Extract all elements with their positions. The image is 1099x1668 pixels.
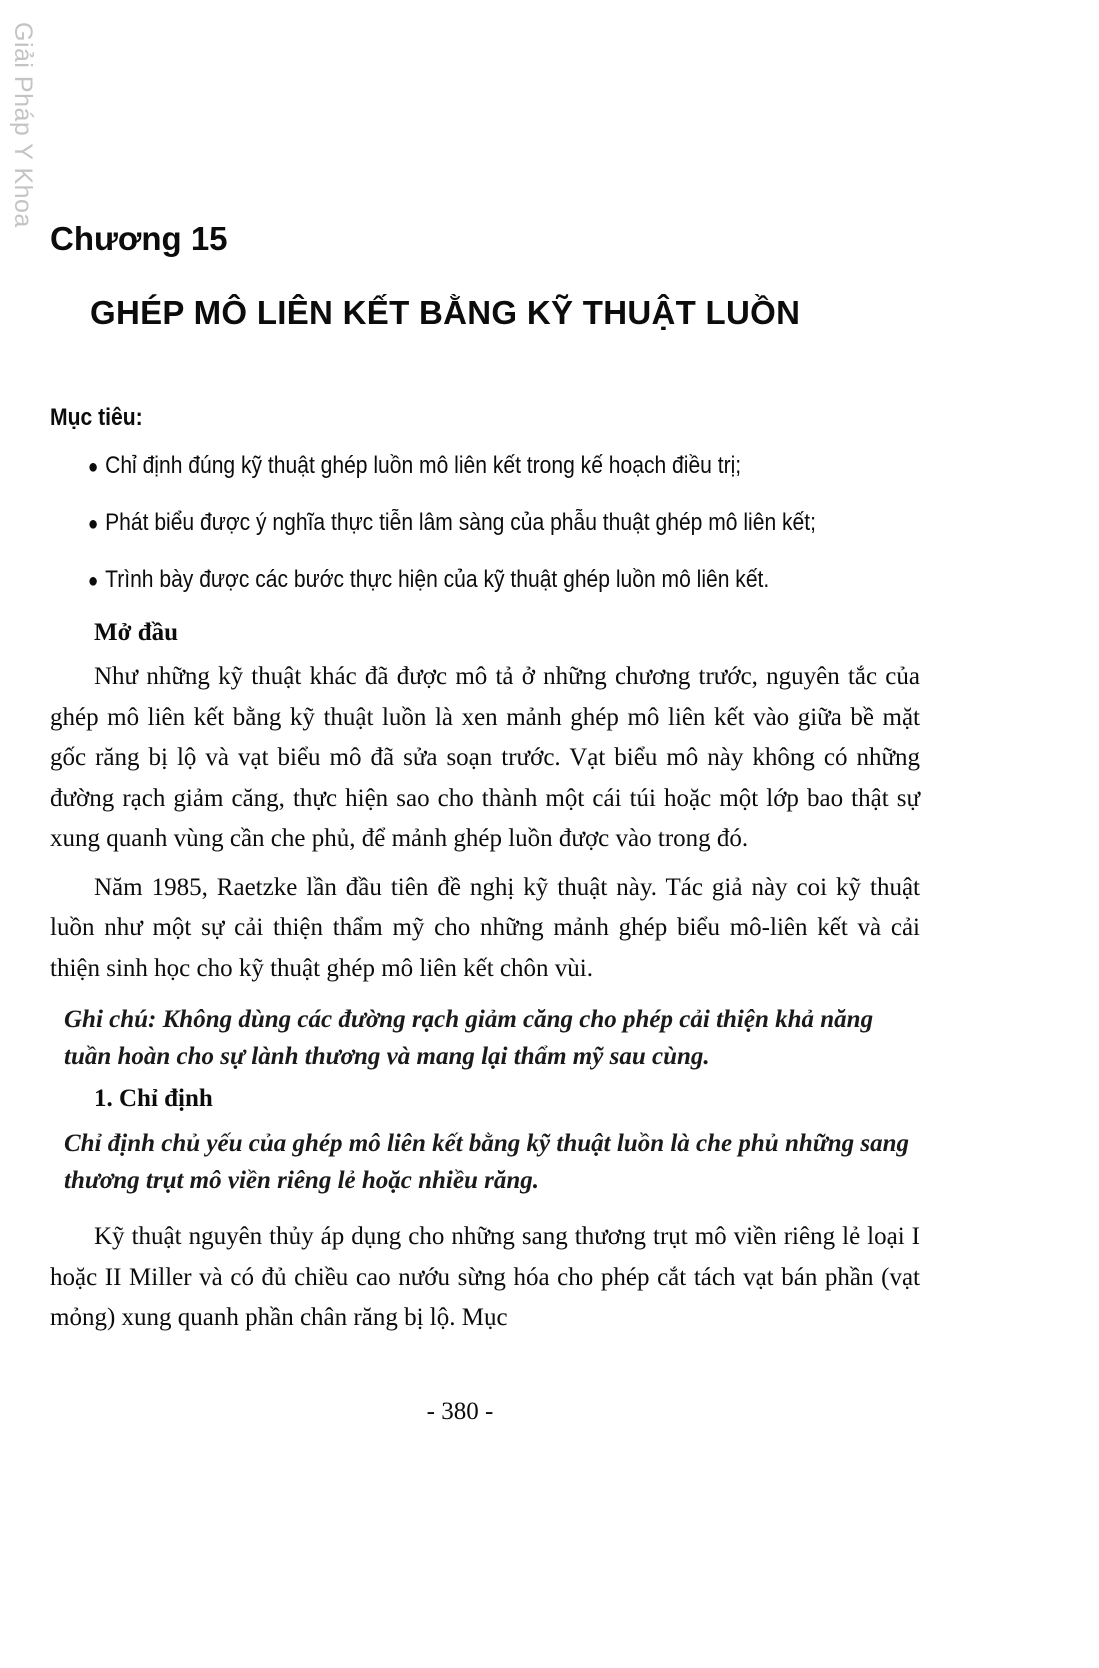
chapter-label: Chương 15 — [50, 220, 228, 257]
objective-item: ● Trình bày được các bước thực hiện của kỹ thuật ghép luồn mô liên kết. — [87, 566, 770, 593]
intro-heading: Mở đầu — [94, 619, 178, 646]
section-paragraph: Kỹ thuật nguyên thủy áp dụng cho những sang thương trụt mô viền riêng lẻ loại I hoặc II Miller và có đủ chiều cao nướu sừng hóa cho phép cắt tách vạt bán phần (vạt mỏng) xung quanh phần chân răng bị lộ. Mục — [50, 1223, 920, 1331]
chapter-title: GHÉP MÔ LIÊN KẾT BẰNG KỸ THUẬT LUỒN — [90, 294, 801, 331]
bullet-icon: ● — [87, 513, 99, 535]
intro-paragraph: Như những kỹ thuật khác đã được mô tả ở những chương trước, nguyên tắc của ghép mô liên kết bằng kỹ thuật luồn là xen mảnh ghép mô liên kết vào giữa bề mặt gốc răng bị lộ và vạt biểu mô đã sửa soạn trước. Vạt biểu mô này không có những đường rạch giảm căng, thực hiện sao cho thành một cái túi hoặc một lớp bao thật sự xung quanh vùng cần che phủ, để mảnh ghép luồn được vào trong đó. — [50, 663, 920, 852]
bullet-icon: ● — [87, 456, 99, 478]
note: Ghi chú: Không dùng các đường rạch giảm căng cho phép cải thiện khả năng tuần hoàn cho sự lành thương và mang lại thẩm mỹ sau cùng. — [64, 1006, 874, 1070]
intro-paragraph: Năm 1985, Raetzke lần đầu tiên đề nghị kỹ thuật này. Tác giả này coi kỹ thuật luồn như một sự cải thiện thẩm mỹ cho những mảnh ghép biểu mô-liên kết và cải thiện sinh học cho kỹ thuật ghép mô liên kết chôn vùi. — [50, 873, 920, 982]
watermark: Giải Pháp Y Khoa — [9, 22, 37, 228]
objectives-heading: Mục tiêu: — [50, 404, 143, 431]
section-emphasis: Chỉ định chủ yếu của ghép mô liên kết bằng kỹ thuật luồn là che phủ những sang thương trụt mô viền riêng lẻ hoặc nhiều răng. — [64, 1130, 910, 1194]
page-content — [50, 210, 920, 1339]
objectives-list — [50, 438, 920, 609]
objective-item: ● Chỉ định đúng kỹ thuật ghép luồn mô liên kết trong kế hoạch điều trị; — [87, 452, 742, 479]
objective-item: ● Phát biểu được ý nghĩa thực tiễn lâm sàng của phẫu thuật ghép mô liên kết; — [87, 509, 816, 536]
bullet-icon: ● — [87, 570, 99, 592]
section-heading: 1. Chỉ định — [94, 1085, 213, 1112]
page-number: - 380 - — [426, 1398, 494, 1425]
